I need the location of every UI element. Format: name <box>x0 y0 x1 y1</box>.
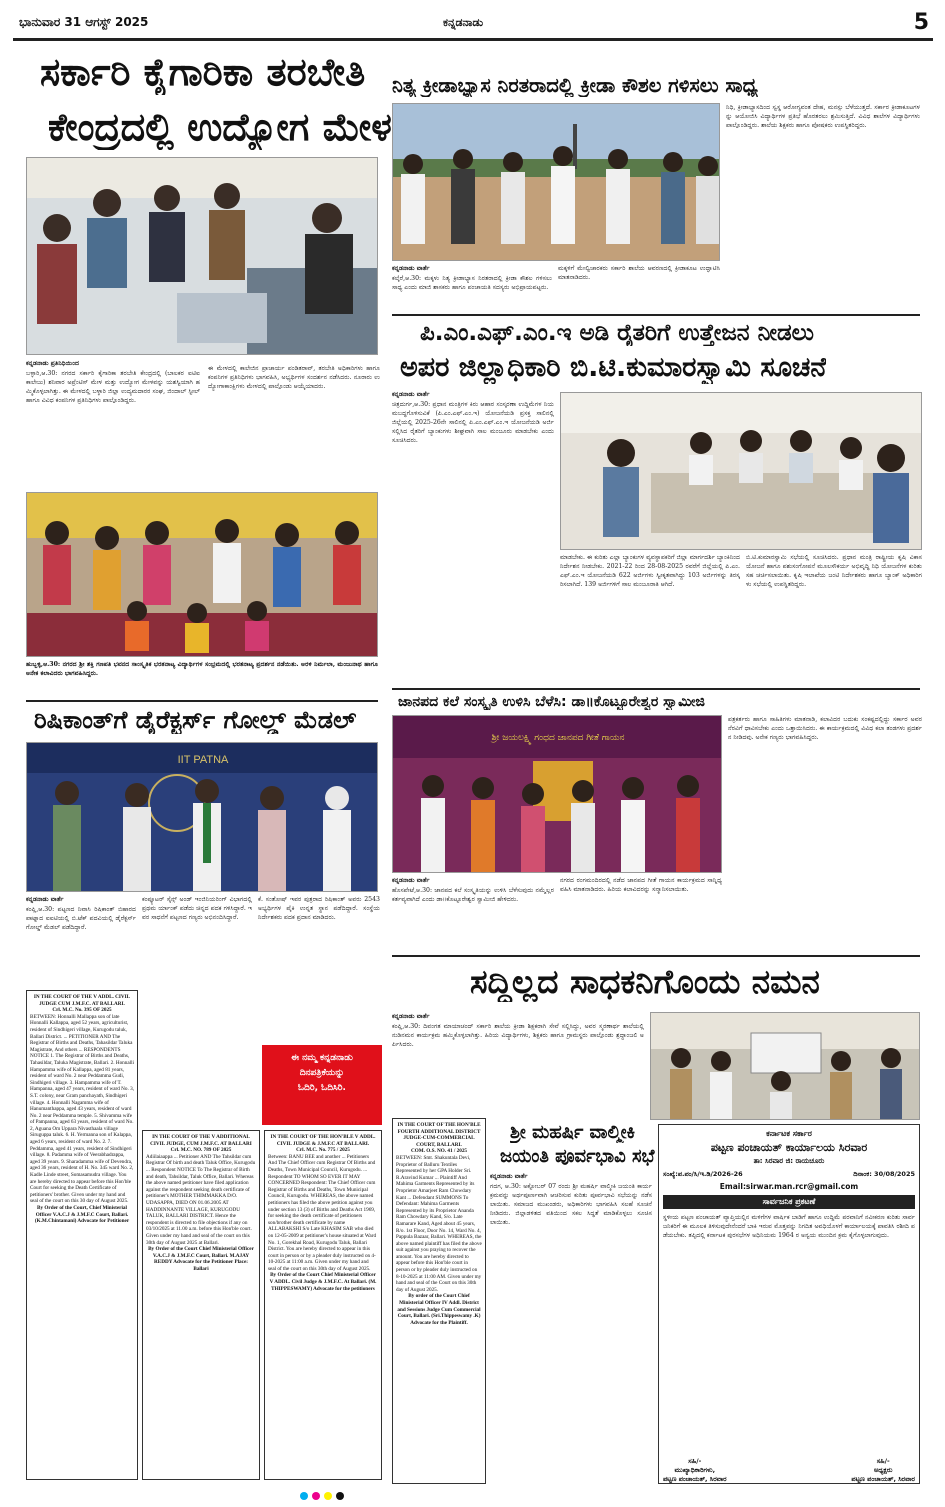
masthead-rule <box>13 38 933 41</box>
story3-col2: ಮಾಡಬೇಕು. ಈ ಕುರಿತು ಎಲ್ಲಾ ಬ್ಯಾಂಕುಗಳ ವ್ಯವಸ್ಥಾಪಕರಿಗೆ ಜಿಲ್ಲಾ ಮಾರ್ಗದರ್ಶಿ ಬ್ಯಾಂಕಿನಿಂದ ನಿರ್ದೇಶನ ನೀಡಬೇಕು. 2021-22 ರಿಂದ 28-08-2025 ರವರೆಗೆ ಜಿಲ್ಲೆಯಲ್ಲಿ ಪಿ.ಎಂ.ಎಫ್.ಎಂ.ಇ ಯೋಜನೆಯಡಿ 622 ಅರ್ಜಿಗಳು ಸ್ವೀಕೃತವಾಗಿದ್ದು 103 ಅರ್ಜಿಗಳನ್ನು ತಿರಸ್ಕರಿಸಲಾಗಿದೆ. 139 ಅರ್ಜಿಗಳಿಗೆ ಸಾಲ ಮಂಜೂರಾತಿ ಆಗಿದೆ. <box>560 554 740 588</box>
story6-dateline: ಕನ್ನಡನಾಡು ವಾರ್ತೆ <box>392 1013 430 1020</box>
medal-photo <box>26 742 378 892</box>
iit-banner: IIT PATNA <box>177 754 229 766</box>
notice-office: ಪಟ್ಟಣ ಪಂಚಾಯತ್ ಕಾರ್ಯಾಲಯ ಸಿರವಾರ <box>710 1141 868 1154</box>
public-notice <box>658 1124 920 1484</box>
legal1-court: IN THE COURT OF THE V ADDL. CIVIL JUDGE CUM J.M.F.C. AT BALLARI. <box>33 994 131 1007</box>
notice-district: ತಾ: ಸಿರವಾರ ಜಿ: ರಾಯಚೂರು <box>753 1157 825 1165</box>
notice-sign-right-sd: ಸಹಿ/- <box>876 1457 890 1465</box>
story3-col1: ಚಿತ್ರದುರ್ಗ,ಆ.30: ಪ್ರಧಾನ ಮಂತ್ರಿಗಳ ಕಿರು ಆಹಾರ ಸಂಸ್ಕರಣಾ ಉದ್ದಿಮೆಗಳ ನಿಯಮಬದ್ಧಗೊಳಿಸುವಿಕೆ (ಪಿ.ಎಂ.ಎಫ್.ಎಂ.ಇ) ಯೋಜನೆಯಡಿ ಪ್ರಸಕ್ತ ಸಾಲಿನಲ್ಲಿ ಜಿಲ್ಲೆಯಲ್ಲಿ 2025-26ನೇ ಸಾಲಿನಲ್ಲಿ ಪಿ.ಎಂ.ಎಫ್.ಎಂ.ಇ ಯೋಜನೆಯಡಿ ಅರ್ಜಿ ಸಲ್ಲಿಸಿದ ರೈತರಿಗೆ ಬ್ಯಾಂಕುಗಳು ಶೀಘ್ರವಾಗಿ ಸಾಲ ಮಂಜೂರು ಮಾಡಬೇಕು ಎಂದು ಸೂಚಿಸಿದರು. <box>392 401 554 444</box>
story3-headline-2: ಅಪರ ಜಿಲ್ಲಾಧಿಕಾರಿ ಬಿ.ಟಿ.ಕುಮಾರಸ್ವಾಮಿ ಸೂಚನೆ <box>400 352 827 383</box>
legal4-case: COM. O.S. NO. 41 / 2025 <box>410 1148 468 1155</box>
notice-sign-left-office: ಪಟ್ಟಣ ಪಂಚಾಯತ್, ಸಿರವಾರ <box>663 1475 727 1483</box>
tribute-photo <box>650 1012 920 1120</box>
story1-headline-1: ಸರ್ಕಾರಿ ಕೈಗಾರಿಕಾ ತರಬೇತಿ <box>40 50 366 94</box>
legal-notice-3 <box>264 1130 382 1480</box>
story2-dateline: ಕನ್ನಡನಾಡು ವಾರ್ತೆ <box>392 265 430 272</box>
story1-dateline: ಕನ್ನಡನಾಡು ಪ್ರತಿನಿಧಿಯಿಂದ <box>26 360 80 367</box>
legal3-sign: By Order of the Court Chief Ministerial Officer V ADDL. Civil Judge & J.M.F.C. At Ballari. (M. THIPPESWAMY) Advocate for the petitioners <box>269 1272 377 1292</box>
meeting-photo <box>560 392 922 550</box>
story6-text: ಕಂಪ್ಲಿ,ಆ.30: ದಿವಂಗತ ಮಾಯಾಚಂದ್ ಸರ್ಕಾರಿ ಶಾಲೆಯ ಕ್ರೀಡಾ ಶಿಕ್ಷಕರಾಗಿ ಸೇವೆ ಸಲ್ಲಿಸಿದ್ದು, ಅವರ ಸ್ಮರಣಾರ್ಥ ಶಾಲೆಯಲ್ಲಿ ನುಡಿನಮನ ಕಾರ್ಯಕ್ರಮ ಹಮ್ಮಿಕೊಳ್ಳಲಾಗಿತ್ತು. ಹಿರಿಯ ವಿದ್ಯಾರ್ಥಿಗಳು, ಶಿಕ್ಷಕರು ಹಾಗೂ ಗ್ರಾಮಸ್ಥರು ಪಾಲ್ಗೊಂಡು ಶ್ರದ್ಧಾಂಜಲಿ ಅರ್ಪಿಸಿದರು. <box>392 1023 644 1048</box>
promo-text-2: ದಿನಪತ್ರಿಕೆಯನ್ನು <box>299 1068 345 1078</box>
divider-story3 <box>392 314 920 316</box>
notice-ref: ಸಂಖ್ಯೆ:ಪ.ಪಂ/ಸಿ/ಇ.ಡಿ/2026-26 <box>663 1170 743 1178</box>
legal2-court: IN THE COURT OF THE V ADDITIONAL CIVIL JUDGE, CUM J.M.F.C. AT BALLARI <box>150 1134 252 1147</box>
story7-headline-2: ಜಯಂತಿ ಪೂರ್ವಭಾವಿ ಸಭೆ <box>500 1146 655 1167</box>
story4-text-a: ಕಂಪ್ಲಿ,ಆ.30: ಪಟ್ಟಣದ ನಿವಾಸಿ ರಿಷಿಕಾಂತ್ ಬಿಹಾರದ ಪಾಟ್ನಾದ ಐಐಟಿಯಲ್ಲಿ ಬಿ.ಟೆಕ್ ಪದವಿಯಲ್ಲಿ ಡೈರೆಕ್ಟರ್ಸ್ ಗೋಲ್ಡ್ ಮೆಡಲ್ ಪಡೆದಿದ್ದಾರೆ. <box>26 906 136 931</box>
story1-col1: ಬಳ್ಳಾರಿ,ಆ.30: ನಗರದ ಸರ್ಕಾರಿ ಕೈಗಾರಿಕಾ ತರಬೇತಿ ಕೇಂದ್ರದಲ್ಲಿ (ಬಾಲಕರ ಐಟಿಐ ಕಾಲೇಜು) ಶನಿವಾರ ಅಪ್ರೆಂಟಿಸ್ ಮೇಳ ಮತ್ತು ಉದ್ಯೋಗ ಮೇಳವನ್ನು ಯಶಸ್ವಿಯಾಗಿ ಹಮ್ಮಿಕೊಳ್ಳಲಾಗಿತ್ತು. ಈ ಮೇಳದಲ್ಲಿ ಬಳ್ಳಾರಿ ಜಿಲ್ಲಾ ಉದ್ಯಮದಾರರ ಸಂಘ, ಜಿಂದಾಲ್ ಸ್ಟೀಲ್ ಹಾಗೂ ವಿವಿಧ ಕಂಪನಿಗಳ ಪ್ರತಿನಿಧಿಗಳು ಪಾಲ್ಗೊಂಡಿದ್ದರು. <box>26 370 200 404</box>
reg-mark-yellow <box>324 1492 332 1500</box>
dance-photo <box>26 492 378 657</box>
legal1-sign: By Order of the Court, Chief Ministerial Officer V.A.C.J & J.M.F.C Court, Ballari. (K.M.Chintamani) Advocate for Petitioner <box>34 1205 130 1225</box>
job-fair-photo <box>26 157 378 355</box>
story5-headline: ಜಾನಪದ ಕಲೆ ಸಂಸ್ಕೃತಿ ಉಳಿಸಿ ಬೆಳೆಸಿ: ಡಾ॥ಕೊಟ್ಟೂರೇಶ್ವರ ಸ್ವಾಮೀಜಿ <box>398 694 705 710</box>
story4-text-b: ಕಂಪ್ಯೂಟರ್ ಸೈನ್ಸ್ ಅಂಡ್ ಇಂಜಿನಿಯರಿಂಗ್ ವಿಭಾಗದಲ್ಲಿ ಪ್ರಥಮ ರ್ಯಾಂಕ್ ಪಡೆದು ಚಿನ್ನದ ಪದಕ ಗಳಿಸಿದ್ದಾರೆ. ಇವರ ಸಾಧನೆಗೆ ಪಟ್ಟಣದ ಗಣ್ಯರು ಅಭಿನಂದಿಸಿದ್ದಾರೆ. <box>142 896 252 921</box>
sports-photo <box>392 103 720 261</box>
story3-col3: ಬಿ.ಟಿ.ಕುಮಾರಸ್ವಾಮಿ ಸಭೆಯಲ್ಲಿ ಸೂಚಿಸಿದರು. ಪ್ರಧಾನ ಮಂತ್ರಿ ರಾಷ್ಟ್ರೀಯ ಕೃಷಿ ವಿಕಾಸ ಯೋಜನೆ ಹಾಗೂ ಪಶುಸಂಗೋಪನೆ ಮೂಲಸೌಕರ್ಯ ಅಭಿವೃದ್ಧಿ ನಿಧಿ ಯೋಜನೆಗಳ ಕುರಿತು ಸಹ ಚರ್ಚಿಸಲಾಯಿತು. ಕೃಷಿ ಇಲಾಖೆಯ ಜಂಟಿ ನಿರ್ದೇಶಕರು ಹಾಗೂ ಬ್ಯಾಂಕ್ ಅಧಿಕಾರಿಗಳು ಸಭೆಯಲ್ಲಿ ಉಪಸ್ಥಿತರಿದ್ದರು. <box>746 554 922 588</box>
story5-text-b: ನಗರದ ರಂಗಮಂದಿರದಲ್ಲಿ ನಡೆದ ಜಾನಪದ ಗೀತೆ ಗಾಯನ ಕಾರ್ಯಕ್ರಮದ ಸಾನ್ನಿಧ್ಯ ವಹಿಸಿ ಮಾತನಾಡಿದರು. ಹಿರಿಯ ಕಲಾವಿದರನ್ನು ಸನ್ಮಾನಿಸಲಾಯಿತು. <box>560 877 722 893</box>
story7-dateline: ಕನ್ನಡನಾಡು ವಾರ್ತೆ <box>490 1173 528 1180</box>
legal3-body: Between: BANU BEE and another ... Petitioners And The Chief Officer cum Registrar Of Births and Deaths, Town Municipal Council, Kurugodu. ... Respondent TO WHOM SO EVER IT MAY CONCERNED Respondent: The Chief Officer cum Registrar of Births and Deaths, Town Municipal Council, Kurugodu. WHEREAS, the above named petitioners has filed the above petition against you under section 13 (3) of Births and Deaths Act 1969, for seeking the death certificate of petitioners son/brother death certificate by name ALLABAKSHI S/o Late KHASIM SAB who died on 12-05-2009 at petitioner's house situated at Ward No. 1, Gorekhal Road, Kurugodu Taluk, Ballari District. You are hereby directed to appear in this court in person or by a pleader duly instructed on 4-10-2025 at 11:00 a.m. Given under my hand and seal of the court on this 30th day of August 2025. <box>268 1153 377 1272</box>
registration-marks <box>0 1492 945 1502</box>
story2-headline: ನಿತ್ಯ ಕ್ರೀಡಾಭ್ಯಾಸ ನಿರತರಾದಲ್ಲಿ ಕ್ರೀಡಾ ಕೌಶಲ ಗಳಿಸಲು ಸಾಧ್ಯ <box>392 74 758 97</box>
reg-mark-black <box>336 1492 344 1500</box>
stage-banner: ಶ್ರೀ ಜಯಲಕ್ಷ್ಮಿ ಗಂಧದ ಜಾನಪದ ಗೀತೆ ಗಾಯನ <box>491 733 625 743</box>
reg-mark-cyan <box>300 1492 308 1500</box>
page-number: 5 <box>913 10 929 35</box>
promo-text-3: ಓದಿರಿ, ಓದಿಸಿರಿ. <box>298 1083 346 1093</box>
story4-dateline: ಕನ್ನಡನಾಡು ವಾರ್ತೆ <box>26 896 64 903</box>
notice-refline <box>663 1170 915 1179</box>
legal4-sign: By order of the Court Chief Ministerial Officer IV Addl. District and Sessions Judge Cum Commercial Court, Ballari. (Sri.Thippeswamy .K) Advocate for the Plaintiff. <box>397 1293 481 1326</box>
notice-gov: ಕರ್ನಾಟಕ ಸರ್ಕಾರ <box>766 1129 812 1138</box>
story1-headline-2: ಕೇಂದ್ರದಲ್ಲಿ ಉದ್ಯೋಗ ಮೇಳ <box>48 105 392 149</box>
legal1-case: Crl. M.C. No. 395 OF 2025 <box>52 1007 112 1014</box>
story3-headline-1: ಪಿ.ಎಂ.ಎಫ್.ಎಂ.ಇ ಅಡಿ ರೈತರಿಗೆ ಉತ್ತೇಜನ ನೀಡಲು <box>420 320 814 346</box>
notice-signatures <box>663 1457 915 1484</box>
legal4-body: BETWEEN: Smt. Shakuntala Devi, Proprietor of Balluru Textiles Represented by her GPA Holder Sri. R.Aravind Kumar ... Plaintiff And Mahima Garments Represented by its Proprietor Amarjeet Ram Chowdary Kant ... Defendant SUMMONS To Defendant: Mahima Garments Represented by its Proprietor Ananda Ram Chowdary Kand, S/o. Late Ramarare Kand, Aged about 45 years, R/o. 1st Floor, Door No. 14, Ward No. 4, Pappula Bazaar, Ballari. WHEREAS, the above named plaintiff has filed the above suit against you praying to recover the amount. You are hereby directed to appear before this Hon'ble court in person or by pleader duly instructed on 8-10-2025 at 11:00 AM. Given under my hand and seal of the Court on this 30th day of August 2025. <box>396 1154 482 1293</box>
story4-text-c: ಕೆ. ಸಂತೋಷ್ ಇವರ ಪುತ್ರರಾದ ರಿಷಿಕಾಂತ್ ಅವರು 2543 ಅಭ್ಯರ್ಥಿಗಳ ಪೈಕಿ ಉನ್ನತ ಸ್ಥಾನ ಪಡೆದಿದ್ದಾರೆ. ಸಂಸ್ಥೆಯ ನಿರ್ದೇಶಕರು ಪದಕ ಪ್ರದಾನ ಮಾಡಿದರು. <box>258 896 380 921</box>
legal4-court: IN THE COURT OF THE HON'BLE FOURTH ADDITIONAL DISTRICT JUDGE-CUM-COMMERCIAL COURT, BALLARI. <box>397 1122 481 1148</box>
promo-real <box>262 1045 382 1125</box>
divider-story5 <box>392 688 920 690</box>
notice-sign-right <box>851 1457 915 1484</box>
notice-sign-left <box>663 1457 727 1484</box>
notice-sign-right-office: ಪಟ್ಟಣ ಪಂಚಾಯತ್, ಸಿರವಾರ <box>851 1475 915 1483</box>
dance-photo-caption: ಹುಬ್ಬಳ್ಳಿ,ಆ.30: ನಗರದ ಶ್ರೀ ಶಕ್ತಿ ಗಣಪತಿ ಭವನದ ಸಾಂಸ್ಕೃತಿಕ ಭರತನಾಟ್ಯ ವಿದ್ಯಾರ್ಥಿಗಳ ಸಂಭ್ರಮದಲ್ಲಿ ಭರತನಾಟ್ಯ ಪ್ರದರ್ಶನ ನಡೆಯಿತು. ಅರಳಿ ನಿರ್ಮಲಾ, ಮಂಜುನಾಥ ಹಾಗೂ ಅನೇಕ ಕಲಾವಿದರು ಭಾಗವಹಿಸಿದ್ದರು. <box>26 661 378 677</box>
story5-dateline: ಕನ್ನಡನಾಡು ವಾರ್ತೆ <box>392 877 430 884</box>
folk-photo <box>392 715 722 873</box>
notice-email: Email:sirwar.man.rcr@gmail.com <box>719 1182 859 1191</box>
story7-text: ಗದಗ, ಆ.30: ಅಕ್ಟೋಬರ್ 07 ರಂದು ಶ್ರೀ ಮಹರ್ಷಿ ವಾಲ್ಮೀಕಿ ಜಯಂತಿ ಕಾರ್ಯಕ್ರಮವನ್ನು ಅರ್ಥಪೂರ್ಣವಾಗಿ ಆಚರಿಸುವ ಕುರಿತು ಪೂರ್ವಭಾವಿ ಸಭೆಯನ್ನು ನಡೆಸಲಾಯಿತು. ಸಮಾಜದ ಮುಖಂಡರು, ಅಧಿಕಾರಿಗಳು ಭಾಗವಹಿಸಿ ಸಲಹೆ ಸೂಚನೆ ನೀಡಿದರು. ಜಿಲ್ಲಾಡಳಿತದ ವತಿಯಿಂದ ಸಕಲ ಸಿದ್ಧತೆ ಮಾಡಿಕೊಳ್ಳಲು ಸೂಚಿಸಲಾಯಿತು. <box>490 1183 652 1226</box>
notice-sign-left-sd: ಸಹಿ/- <box>688 1457 702 1465</box>
legal-notice-1 <box>26 990 138 1480</box>
notice-sign-left-role: ಮುಖ್ಯಾಧಿಕಾರಿಗಳು, <box>674 1466 716 1474</box>
story1-col2: ಈ ಮೇಳದಲ್ಲಿ ಕಾಲೇಜಿನ ಪ್ರಾಚಾರ್ಯ ಪಂಡಿತರಾವ್, ತರಬೇತಿ ಅಧಿಕಾರಿಗಳು ಹಾಗೂ ಕಂಪನಿಗಳ ಪ್ರತಿನಿಧಿಗಳು ಭಾಗವಹಿಸಿ, ಅಭ್ಯರ್ಥಿಗಳ ಸಂದರ್ಶನ ನಡೆಸಿದರು. ನೂರಾರು ಉದ್ಯೋಗಾಕಾಂಕ್ಷಿಗಳು ಮೇಳದಲ್ಲಿ ಪಾಲ್ಗೊಂಡು ಆಯ್ಕೆಯಾದರು. <box>208 365 380 390</box>
paper-name: ಕನ್ನಡನಾಡು <box>443 16 484 29</box>
legal3-court: IN THE COURT OF THE HON'BLE V ADDL. CIVIL JUDGE & J.M.F.C AT BALLARI. <box>270 1134 376 1147</box>
legal1-body: BETWEEN: Honnalli Mallappa son of late Honnalli Kallappa, aged 52 years, agriculturist, resident of Sindhigeri village, Kurugodu taluk, Ballari District. ... PETITIONER AND The Registrar of Births and Deaths, Tahasildar Taluka Magistrate, And others ... RESPONDENTS NOTICE 1. The Registrar of Births and Deaths, Tahasildar, Taluka Magistrate, Ballari. 2. Honnalli Hampamma wife of Kallappa, aged 81 years, resident of ward No. 2 near Peddamma Gudi, Sindhigeri village. 3. Hampamma wife of T. Hampanna, aged 47 years, resident of ward No. 3, S.T. colony, near Gram panchayath, Sindhigeri village. 4. Honnalli Nagamma wife of Hanumanthappa, aged 43 years, resident of ward No. 2 near Peddamma temple. 5. Shivamma wife of Pampanna, aged 63 years, resident of ward No. 2, Aguana Om Uppara Nivasthaala village Siruguppa taluk. 6. H. Yermanna son of Kalappa, aged 6 years, resident of ward No. 2. 7. Peddamma, aged 41 years, resident of Sindhigeri village. 8. Padamma wife of Veerabhadrappa, aged 39 years. 9. Sharadamma wife of Devendra, aged 36 years, resident of H. No. 345 ward No. 2, Kadle Linde street, Somasamudra village. You are hereby directed to appear before this Hon'ble Court for seeking the Death Certificate of petitioners' brother. Given under my hand and seal of the court on this 30 day of August 2025. <box>30 1013 135 1205</box>
story3-dateline: ಕನ್ನಡನಾಡು ವಾರ್ತೆ <box>392 391 430 398</box>
notice-sign-right-role: ಅಧ್ಯಕ್ಷರು <box>874 1466 893 1474</box>
story2-text-a: ಕಲ್ಕೆರೆ,ಆ.30: ಮಕ್ಕಳು ನಿತ್ಯ ಕ್ರೀಡಾಭ್ಯಾಸ ನಿರತರಾದಲ್ಲಿ ಕ್ರೀಡಾ ಕೌಶಲ ಗಳಿಸಲು ಸಾಧ್ಯ ಎಂದು ಮಾಜಿ ಶಾಸಕರು ಹಾಗೂ ಪಂಚಾಯತಿ ಸದಸ್ಯರು ಅಭಿಪ್ರಾಯಪಟ್ಟರು. <box>392 275 552 291</box>
notice-body: ಸ್ಥಳೀಯ ಪಟ್ಟಣ ಪಂಚಾಯತ್ ವ್ಯಾಪ್ತಿಯಲ್ಲಿನ ಮಳಿಗೆಗಳ ವಾರ್ಷಿಕ ಬಾಡಿಗೆ ಹಾಗೂ ಉದ್ದಿಮೆ ಪರವಾನಿಗೆ ನವೀಕರಣ ಕುರಿತು ಸಾರ್ವಜನಿಕರಿಗೆ ಈ ಮೂಲಕ ತಿಳಿಸುವುದೇನೆಂದರೆ ಬಾಕಿ ಇರುವ ಮೊತ್ತವನ್ನು ನಿಗದಿತ ಅವಧಿಯೊಳಗೆ ಕಾರ್ಯಾಲಯಕ್ಕೆ ಪಾವತಿಸಿ ರಶೀದಿ ಪಡೆಯಬೇಕು. ತಪ್ಪಿದಲ್ಲಿ ಕರ್ನಾಟಕ ಪುರಸಭೆಗಳ ಅಧಿನಿಯಮ 1964 ರ ಅನ್ವಯ ಮುಂದಿನ ಕ್ರಮ ಕೈಗೊಳ್ಳಲಾಗುವುದು. <box>663 1214 915 1239</box>
divider-left <box>26 700 378 702</box>
legal-notice-4-real <box>392 1118 486 1484</box>
story2-text-c: ನಿಧಿ, ಕ್ರೀಡಾಭ್ಯಾಸದಿಂದ ಸ್ವಸ್ಥ ಆರೋಗ್ಯವಂತ ದೇಹ, ಮನಸ್ಸು ಬೆಳೆಯುತ್ತದೆ. ಸರ್ಕಾರ ಕ್ರೀಡಾಕೂಟಗಳನ್ನು ಆಯೋಜಿಸಿ ವಿದ್ಯಾರ್ಥಿಗಳ ಪ್ರತಿಭೆ ಹೊರತರಲು ಶ್ರಮಿಸುತ್ತಿದೆ. ವಿವಿಧ ಶಾಲೆಗಳ ವಿದ್ಯಾರ್ಥಿಗಳು ಪಾಲ್ಗೊಂಡಿದ್ದರು. ಶಾಲೆಯ ಶಿಕ್ಷಕರು ಹಾಗೂ ಪೋಷಕರು ಉಪಸ್ಥಿತರಿದ್ದರು. <box>726 104 920 129</box>
story4-headline: ರಿಷಿಕಾಂತ್‌ಗೆ ಡೈರೆಕ್ಟರ್ಸ್ ಗೋಲ್ಡ್ ಮೆಡಲ್ <box>34 706 357 734</box>
notice-date: ದಿನಾಂಕ: 30/08/2025 <box>853 1170 915 1178</box>
story6-headline: ಸದ್ದಿಲ್ಲದ ಸಾಧಕನಿಗೊಂದು ನಮನ <box>470 962 820 1001</box>
legal3-case: Crl. M.C. No. 775 / 2025 <box>296 1147 350 1154</box>
story5-text-c: ಪತ್ರಕರ್ತರು ಹಾಗೂ ಸಾಹಿತಿಗಳು ಮಾತನಾಡಿ, ಕಲಾವಿದರ ಬದುಕು ಸಂಕಷ್ಟದಲ್ಲಿದ್ದು ಸರ್ಕಾರ ಅವರ ನೆರವಿಗೆ ಧಾವಿಸಬೇಕು ಎಂದು ಒತ್ತಾಯಿಸಿದರು. ಈ ಕಾರ್ಯಕ್ರಮದಲ್ಲಿ ವಿವಿಧ ಕಲಾ ತಂಡಗಳು ಪ್ರದರ್ಶನ ನೀಡಿದವು. ಅನೇಕ ಗಣ್ಯರು ಭಾಗವಹಿಸಿದ್ದರು. <box>728 716 922 741</box>
legal2-sign: By Order of the Court Chief Ministerial Officer V.A.C.J & J.M.F.C Court, Ballari. M.AJAY REDDY Advocate for the Petitioner Place: Ballari <box>148 1246 254 1272</box>
reg-mark-magenta <box>312 1492 320 1500</box>
notice-title: ಸಾರ್ವಜನಿಕ ಪ್ರಕಟಣೆ <box>663 1195 915 1209</box>
legal2-body: Adiilaiaappa ... Petitioner AND The Tahsildar cum Registrar Of birth and death Taluk Office, Kurugodu ... Respondent NOTICE To The Registrar of Birth and death, Tahsildar, Taluk Office, Ballari. Whereas the above named petitioner have filed application against the respondent seeking death certificate of petitioner's MOTHER THIMMAKKA D/O. UDASAPPA, DIED ON 01.06.2005 AT HADDINNANTE VILLAGE, KURUGODU TALUK, BALLARI DISTRICT. Hence the respondent is directed to file objections if any on 03/10/2025 at 11.00 a.m. before this Hon'ble court. Given under my hand and seal of the court on this 30th day of August 2025 at Ballari. <box>146 1153 256 1246</box>
story2-text-b: ಮಕ್ಕಳಿಗೆ ಮೇಲ್ವಿಚಾರಕರು ಸರ್ಕಾರಿ ಶಾಲೆಯ ಆವರಣದಲ್ಲಿ ಕ್ರೀಡಾಕೂಟ ಉದ್ಘಾಟಿಸಿ ಮಾತನಾಡಿದರು. <box>558 265 720 281</box>
promo-text-1: ಈ ನಮ್ಮ ಕನ್ನಡನಾಡು <box>291 1053 353 1063</box>
legal-notice-2 <box>142 1130 260 1480</box>
story5-text-a: ಹೊಸಪೇಟೆ,ಆ.30: ಜಾನಪದ ಕಲೆ ಸಂಸ್ಕೃತಿಯನ್ನು ಉಳಿಸಿ ಬೆಳೆಸುವುದು ನಮ್ಮೆಲ್ಲರ ಕರ್ತವ್ಯವಾಗಿದೆ ಎಂದು ಡಾ॥ಕೊಟ್ಟೂರೇಶ್ವರ ಸ್ವಾಮೀಜಿ ಹೇಳಿದರು. <box>392 887 554 903</box>
issue-date: ಭಾನುವಾರ 31 ಆಗಸ್ಟ್ 2025 <box>19 15 149 29</box>
masthead <box>13 12 933 36</box>
story7-headline-1: ಶ್ರೀ ಮಹರ್ಷಿ ವಾಲ್ಮೀಕಿ <box>510 1122 635 1143</box>
divider-story6 <box>392 955 920 957</box>
legal2-case: Crl. M.C. NO. 789 OF 2025 <box>170 1147 232 1154</box>
